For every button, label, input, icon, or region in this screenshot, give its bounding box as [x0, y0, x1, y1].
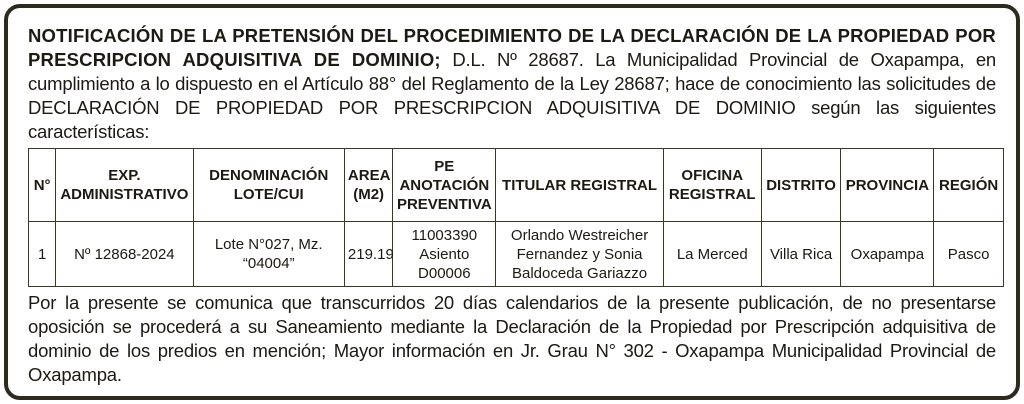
table-row	[29, 222, 1004, 287]
cell-area: 219.19	[344, 222, 392, 287]
header-region: REGIÓN	[934, 149, 1004, 222]
notice-intro-paragraph	[28, 24, 996, 144]
header-pe: PE ANOTACIÓN PREVENTIVA	[393, 149, 496, 222]
header-area: AREA (M2)	[344, 149, 392, 222]
cell-oficina: La Merced	[663, 222, 761, 287]
properties-table	[28, 148, 1004, 287]
cell-denominacion: Lote N°027, Mz. “04004”	[193, 222, 344, 287]
cell-region: Pasco	[934, 222, 1004, 287]
header-exp: EXP. ADMINISTRATIVO	[56, 149, 193, 222]
cell-pe: 11003390 Asiento D00006	[393, 222, 496, 287]
header-oficina: OFICINA REGISTRAL	[663, 149, 761, 222]
cell-titular: Orlando Westreicher Fernandez y Sonia Baldoceda Gariazzo	[496, 222, 664, 287]
cell-distrito: Villa Rica	[761, 222, 841, 287]
notice-frame	[4, 4, 1020, 400]
notice-intro-text: D.L. Nº 28687. La Municipalidad Provincial de Oxapampa, en cumplimiento a lo dispuesto en el Artículo 88° del Reglamento de la Ley 28687; hace de conocimiento las solicitudes de DECLARACIÓN DE PROPIEDAD POR PRESCRIPCION ADQUISITIVA DE DOMINIO según las siguientes características:	[28, 49, 996, 142]
header-distrito: DISTRITO	[761, 149, 841, 222]
header-titular: TITULAR REGISTRAL	[496, 149, 664, 222]
cell-num: 1	[29, 222, 56, 287]
header-num: N°	[29, 149, 56, 222]
cell-provincia: Oxapampa	[841, 222, 934, 287]
table-header-row	[29, 149, 1004, 222]
notice-title: NOTIFICACIÓN DE LA PRETENSIÓN DEL PROCEDIMIENTO DE LA DECLARACIÓN DE LA PROPIEDAD POR PRESCRIPCION ADQUISITIVA DE DOMINIO;	[28, 25, 996, 70]
notice-closing-paragraph: Por la presente se comunica que transcurridos 20 días calendarios de la presente publicación, de no presentarse oposición se procederá a su Saneamiento mediante la Declaración de la Propiedad por Prescripción adquisitiva de dominio de los predios en mención; Mayor información en Jr. Grau N° 302 - Oxapampa Municipalidad Provincial de Oxapampa.	[28, 292, 996, 385]
header-denominacion: DENOMINACIÓN LOTE/CUI	[193, 149, 344, 222]
cell-exp: Nº 12868-2024	[56, 222, 193, 287]
header-provincia: PROVINCIA	[841, 149, 934, 222]
